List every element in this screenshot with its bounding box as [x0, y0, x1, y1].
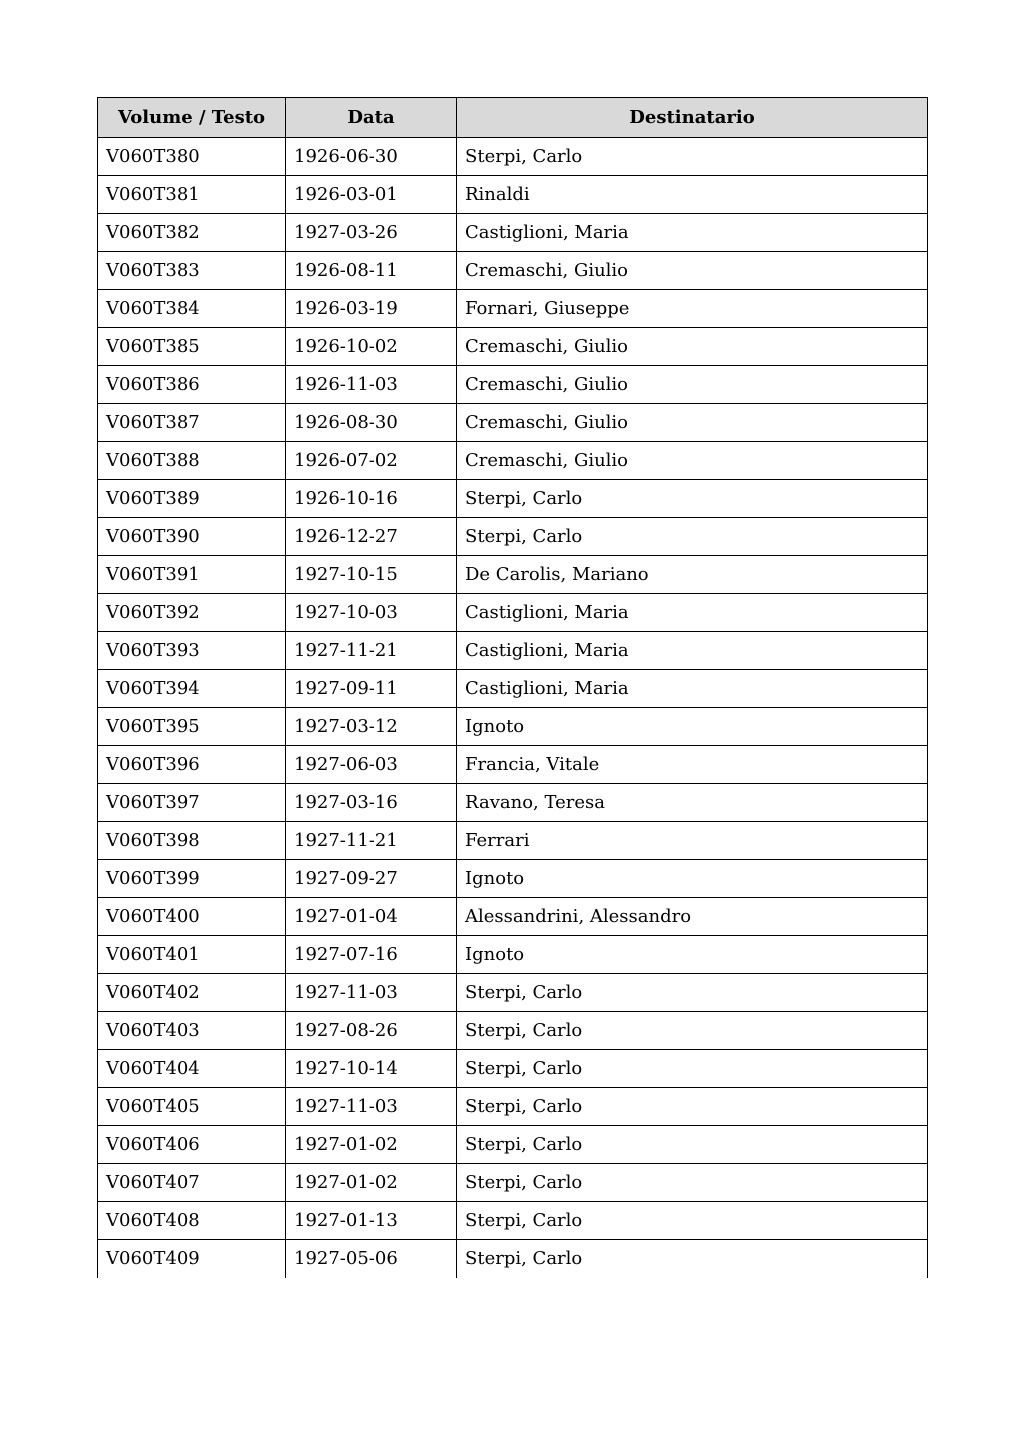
column-header-data: Data [286, 98, 457, 138]
cell-volume-testo: V060T387 [98, 404, 286, 442]
cell-destinatario: Sterpi, Carlo [457, 1088, 928, 1126]
cell-volume-testo: V060T402 [98, 974, 286, 1012]
cell-data: 1927-03-12 [286, 708, 457, 746]
cell-volume-testo: V060T408 [98, 1202, 286, 1240]
column-header-volume-testo: Volume / Testo [98, 98, 286, 138]
cell-volume-testo: V060T388 [98, 442, 286, 480]
cell-volume-testo: V060T389 [98, 480, 286, 518]
table-row [98, 898, 928, 936]
table-row [98, 518, 928, 556]
cell-data: 1927-01-13 [286, 1202, 457, 1240]
cell-volume-testo: V060T386 [98, 366, 286, 404]
cell-destinatario: Sterpi, Carlo [457, 480, 928, 518]
table-row [98, 594, 928, 632]
cell-destinatario: Fornari, Giuseppe [457, 290, 928, 328]
cell-destinatario: Sterpi, Carlo [457, 1240, 928, 1278]
cell-data: 1927-06-03 [286, 746, 457, 784]
cell-data: 1927-01-02 [286, 1126, 457, 1164]
cell-volume-testo: V060T397 [98, 784, 286, 822]
table-row [98, 936, 928, 974]
cell-destinatario: Cremaschi, Giulio [457, 442, 928, 480]
table-row [98, 214, 928, 252]
cell-data: 1927-03-16 [286, 784, 457, 822]
cell-data: 1927-03-26 [286, 214, 457, 252]
cell-data: 1927-10-15 [286, 556, 457, 594]
cell-data: 1926-10-02 [286, 328, 457, 366]
cell-destinatario: Cremaschi, Giulio [457, 252, 928, 290]
cell-destinatario: Cremaschi, Giulio [457, 404, 928, 442]
cell-data: 1926-07-02 [286, 442, 457, 480]
cell-destinatario: Ignoto [457, 708, 928, 746]
table-body [98, 138, 928, 1278]
cell-data: 1927-01-02 [286, 1164, 457, 1202]
cell-volume-testo: V060T407 [98, 1164, 286, 1202]
cell-data: 1926-12-27 [286, 518, 457, 556]
cell-volume-testo: V060T390 [98, 518, 286, 556]
table-row [98, 632, 928, 670]
cell-volume-testo: V060T383 [98, 252, 286, 290]
cell-data: 1927-11-21 [286, 632, 457, 670]
cell-data: 1927-01-04 [286, 898, 457, 936]
cell-data: 1926-08-30 [286, 404, 457, 442]
cell-destinatario: Ravano, Teresa [457, 784, 928, 822]
table-header [98, 98, 928, 138]
table-row [98, 746, 928, 784]
table-row [98, 1050, 928, 1088]
cell-volume-testo: V060T404 [98, 1050, 286, 1088]
cell-data: 1927-10-14 [286, 1050, 457, 1088]
table-row [98, 1202, 928, 1240]
header-row [98, 98, 928, 138]
cell-data: 1927-11-21 [286, 822, 457, 860]
cell-data: 1926-03-19 [286, 290, 457, 328]
cell-destinatario: Castiglioni, Maria [457, 214, 928, 252]
cell-destinatario: Sterpi, Carlo [457, 518, 928, 556]
cell-volume-testo: V060T398 [98, 822, 286, 860]
cell-data: 1927-10-03 [286, 594, 457, 632]
cell-destinatario: Sterpi, Carlo [457, 138, 928, 176]
cell-data: 1926-11-03 [286, 366, 457, 404]
table-row [98, 290, 928, 328]
cell-volume-testo: V060T405 [98, 1088, 286, 1126]
table-row [98, 328, 928, 366]
table-row [98, 670, 928, 708]
cell-data: 1927-09-11 [286, 670, 457, 708]
letters-table [97, 97, 928, 1278]
cell-data: 1927-08-26 [286, 1012, 457, 1050]
cell-volume-testo: V060T396 [98, 746, 286, 784]
cell-volume-testo: V060T381 [98, 176, 286, 214]
cell-destinatario: Ignoto [457, 936, 928, 974]
table-row [98, 860, 928, 898]
table-row [98, 176, 928, 214]
table-row [98, 138, 928, 176]
cell-volume-testo: V060T380 [98, 138, 286, 176]
cell-data: 1926-10-16 [286, 480, 457, 518]
cell-destinatario: Castiglioni, Maria [457, 594, 928, 632]
table-row [98, 822, 928, 860]
cell-data: 1926-03-01 [286, 176, 457, 214]
table-row [98, 1088, 928, 1126]
table-row [98, 784, 928, 822]
cell-destinatario: Cremaschi, Giulio [457, 328, 928, 366]
cell-data: 1927-11-03 [286, 974, 457, 1012]
cell-data: 1927-09-27 [286, 860, 457, 898]
cell-volume-testo: V060T384 [98, 290, 286, 328]
cell-destinatario: Sterpi, Carlo [457, 974, 928, 1012]
cell-destinatario: Ferrari [457, 822, 928, 860]
cell-destinatario: Castiglioni, Maria [457, 632, 928, 670]
cell-volume-testo: V060T401 [98, 936, 286, 974]
cell-volume-testo: V060T394 [98, 670, 286, 708]
cell-volume-testo: V060T400 [98, 898, 286, 936]
cell-volume-testo: V060T403 [98, 1012, 286, 1050]
cell-destinatario: Ignoto [457, 860, 928, 898]
cell-data: 1927-05-06 [286, 1240, 457, 1278]
cell-destinatario: Francia, Vitale [457, 746, 928, 784]
table-row [98, 366, 928, 404]
cell-data: 1926-06-30 [286, 138, 457, 176]
cell-volume-testo: V060T409 [98, 1240, 286, 1278]
table-row [98, 442, 928, 480]
cell-volume-testo: V060T406 [98, 1126, 286, 1164]
cell-volume-testo: V060T393 [98, 632, 286, 670]
cell-destinatario: Sterpi, Carlo [457, 1202, 928, 1240]
table-row [98, 1240, 928, 1278]
cell-volume-testo: V060T382 [98, 214, 286, 252]
cell-destinatario: Castiglioni, Maria [457, 670, 928, 708]
table-row [98, 480, 928, 518]
cell-volume-testo: V060T391 [98, 556, 286, 594]
table-row [98, 1012, 928, 1050]
cell-data: 1927-11-03 [286, 1088, 457, 1126]
cell-destinatario: Rinaldi [457, 176, 928, 214]
cell-volume-testo: V060T392 [98, 594, 286, 632]
cell-destinatario: De Carolis, Mariano [457, 556, 928, 594]
cell-volume-testo: V060T399 [98, 860, 286, 898]
table-row [98, 1126, 928, 1164]
table-row [98, 708, 928, 746]
cell-destinatario: Sterpi, Carlo [457, 1050, 928, 1088]
table-row [98, 974, 928, 1012]
cell-data: 1927-07-16 [286, 936, 457, 974]
cell-volume-testo: V060T385 [98, 328, 286, 366]
column-header-destinatario: Destinatario [457, 98, 928, 138]
cell-data: 1926-08-11 [286, 252, 457, 290]
table-row [98, 404, 928, 442]
cell-destinatario: Sterpi, Carlo [457, 1126, 928, 1164]
table-row [98, 1164, 928, 1202]
cell-volume-testo: V060T395 [98, 708, 286, 746]
cell-destinatario: Sterpi, Carlo [457, 1164, 928, 1202]
table-row [98, 252, 928, 290]
cell-destinatario: Cremaschi, Giulio [457, 366, 928, 404]
cell-destinatario: Sterpi, Carlo [457, 1012, 928, 1050]
table-row [98, 556, 928, 594]
cell-destinatario: Alessandrini, Alessandro [457, 898, 928, 936]
